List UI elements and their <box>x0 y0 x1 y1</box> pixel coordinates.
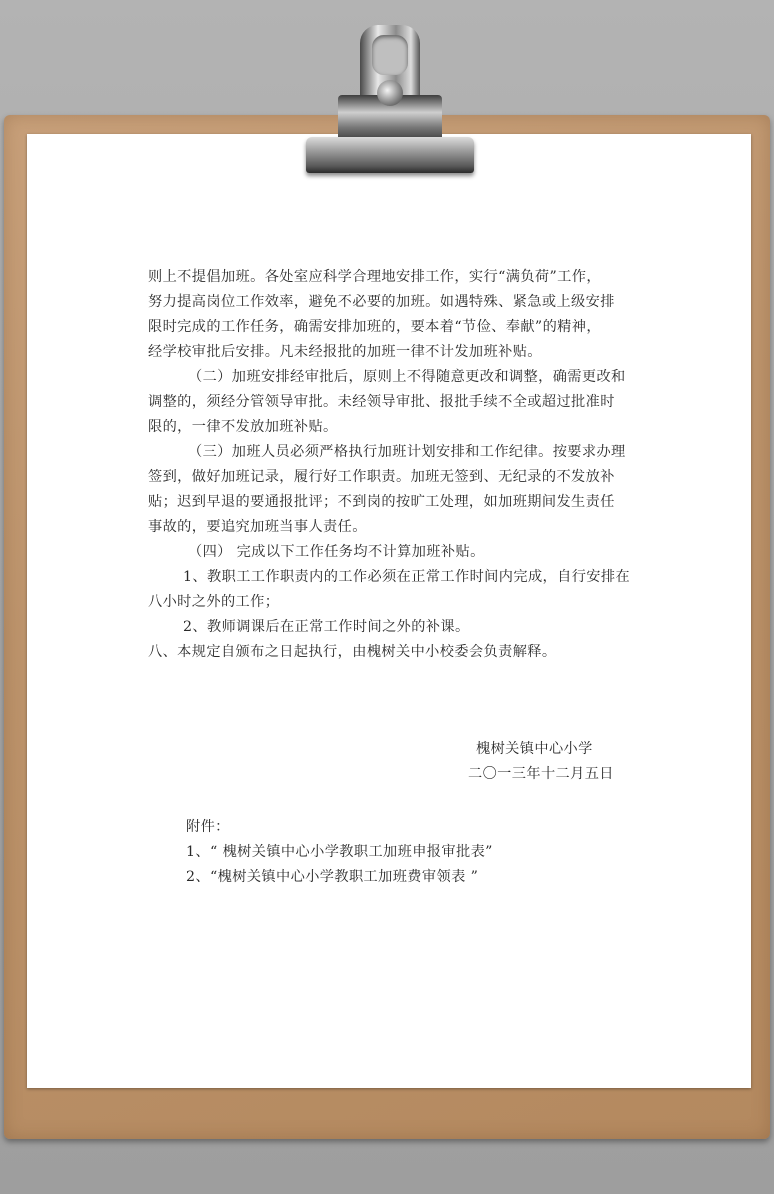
body-line: 努力提高岗位工作效率，避免不必要的加班。如遇特殊、紧急或上级安排 <box>148 294 615 310</box>
body-line: 则上不提倡加班。各处室应科学合理地安排工作，实行“满负荷”工作， <box>148 269 601 285</box>
document-paper <box>27 134 751 1088</box>
body-line: 限的，一律不发放加班补贴。 <box>148 419 338 435</box>
body-line: 调整的，须经分管领导审批。未经领导审批、报批手续不全或超过批准时 <box>148 394 615 410</box>
body-line: 限时完成的工作任务，确需安排加班的，要本着“节俭、奉献”的精神， <box>148 319 601 335</box>
body-line: （二）加班安排经审批后，原则上不得随意更改和调整，确需更改和 <box>188 369 626 385</box>
binder-clip-icon <box>300 25 480 180</box>
signature-date: 二〇一三年十二月五日 <box>468 766 614 782</box>
body-line: 八小时之外的工作； <box>148 594 280 610</box>
body-line: 事故的，要追究加班当事人责任。 <box>148 519 367 535</box>
body-line: 1、教职工工作职责内的工作必须在正常工作时间内完成，自行安排在 <box>183 569 631 585</box>
attachments-heading: 附件： <box>186 819 230 835</box>
body-line: 贴；迟到早退的要通报批评；不到岗的按旷工处理，如加班期间发生责任 <box>148 494 615 510</box>
body-line: （四） 完成以下工作任务均不计算加班补贴。 <box>188 544 485 560</box>
body-line: 经学校审批后安排。凡未经报批的加班一律不计发加班补贴。 <box>148 344 542 360</box>
signature-org: 槐树关镇中心小学 <box>476 741 593 757</box>
attachment-item: 1、“ 槐树关镇中心小学教职工加班申报审批表” <box>186 844 493 860</box>
body-line: 签到，做好加班记录，履行好工作职责。加班无签到、无纪录的不发放补 <box>148 469 615 485</box>
body-line: 2、教师调课后在正常工作时间之外的补课。 <box>183 619 470 635</box>
body-line: （三）加班人员必须严格执行加班计划安排和工作纪律。按要求办理 <box>188 444 626 460</box>
body-line: 八、本规定自颁布之日起执行，由槐树关中小校委会负责解释。 <box>148 644 557 660</box>
attachment-item: 2、“槐树关镇中心小学教职工加班费审领表 ” <box>186 869 479 885</box>
document-content <box>27 134 751 1088</box>
